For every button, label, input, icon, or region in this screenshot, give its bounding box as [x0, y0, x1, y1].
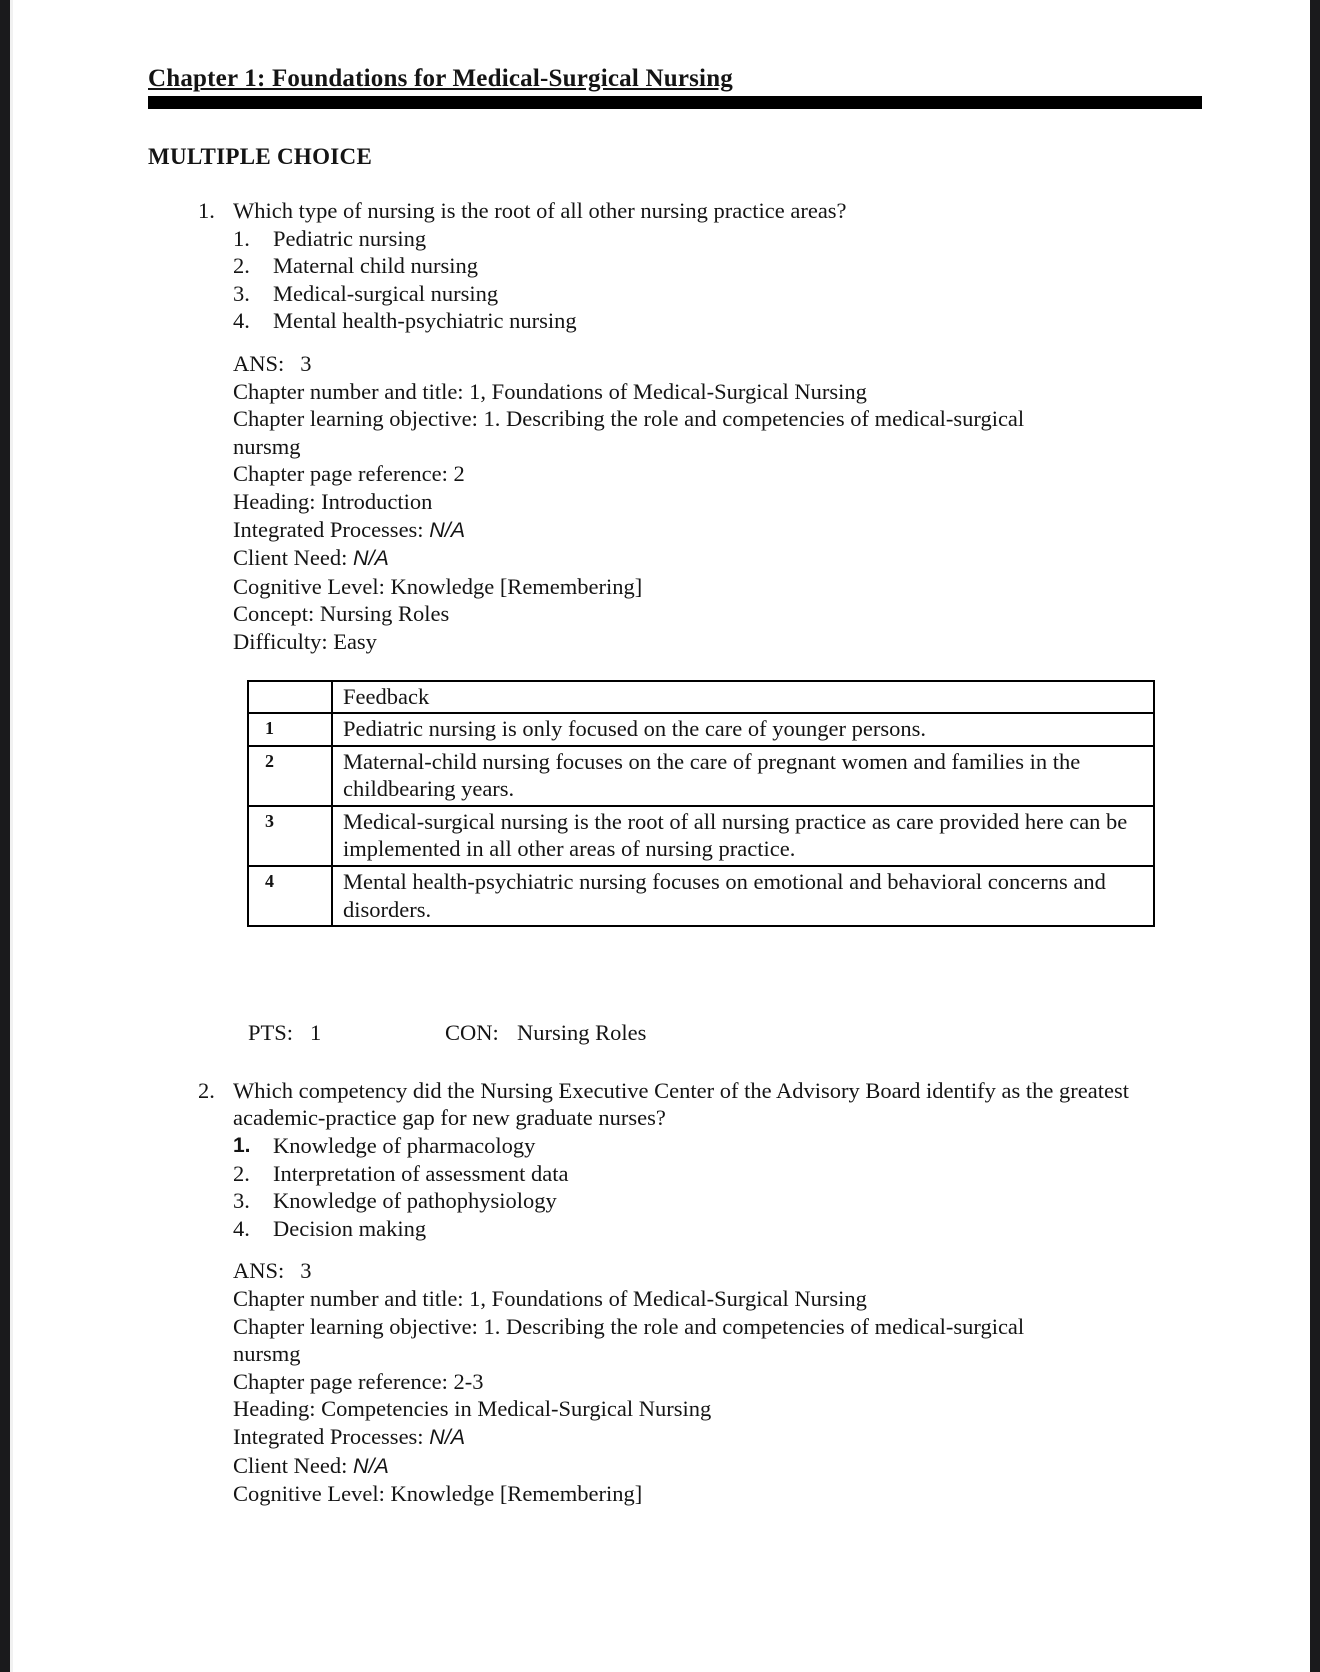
- q1-meta-na-value: N/A: [352, 546, 389, 571]
- feedback-header-row: [248, 681, 1154, 714]
- q2-option-3-text: Knowledge of pathophysiology: [273, 1188, 557, 1214]
- q1-meta-text: Difficulty: Easy: [233, 628, 377, 654]
- q1-option-3-number: 3.: [233, 280, 250, 306]
- feedback-row-number: 1: [248, 713, 332, 746]
- q1-meta-line: [233, 405, 1200, 433]
- q1-option-4-text: Mental health-psychiatric nursing: [273, 308, 577, 334]
- q2-meta-line: [233, 1285, 1200, 1313]
- q1-feedback-table: [247, 680, 1155, 928]
- table-row: [248, 806, 1154, 866]
- scan-edge-right: [1310, 0, 1320, 1672]
- q1-meta-text: nursmg: [233, 433, 301, 459]
- q1-meta-line: [233, 460, 1200, 488]
- q1-meta-line: [233, 488, 1200, 516]
- q2-meta-na-value: N/A: [352, 1453, 389, 1478]
- scan-edge-left: [0, 0, 10, 1672]
- q2-meta-text: Chapter page reference: 2-3: [233, 1368, 484, 1394]
- q2-option-4-text: Decision making: [273, 1215, 427, 1241]
- table-row: [248, 746, 1154, 806]
- q2-answer-label: ANS:: [233, 1258, 285, 1284]
- q1-meta-text: Heading: Introduction: [233, 488, 433, 514]
- question-2: [148, 1077, 1200, 1508]
- q1-option-1-text: Pediatric nursing: [273, 225, 427, 251]
- q2-meta-text: nursmg: [233, 1341, 301, 1367]
- feedback-row-number: 2: [248, 746, 332, 806]
- q2-option-4-number: 4.: [233, 1215, 250, 1241]
- q2-meta-text: Heading: Competencies in Medical-Surgical Nursing: [233, 1396, 712, 1422]
- q2-meta-line: [233, 1368, 1200, 1396]
- q1-meta-text: Cognitive Level: Knowledge [Remembering]: [233, 573, 643, 599]
- q1-option-1-number: 1.: [233, 225, 250, 251]
- q2-meta-text: Client Need:: [233, 1452, 353, 1478]
- feedback-row-text: Maternal-child nursing focuses on the care of pregnant women and families in the childbearing years.: [332, 746, 1154, 806]
- q2-option-3-number: 3.: [233, 1188, 250, 1214]
- q2-meta-na-value: N/A: [429, 1424, 466, 1449]
- feedback-header-cell: Feedback: [332, 681, 1154, 714]
- feedback-row-text: Pediatric nursing is only focused on the care of younger persons.: [332, 713, 1154, 746]
- q1-answer-label: ANS:: [233, 350, 285, 376]
- pts-value: 1: [310, 1020, 322, 1046]
- chapter-title: Chapter 1: Foundations for Medical-Surgical Nursing: [148, 65, 733, 92]
- table-row: [248, 866, 1154, 926]
- q1-answer-value: 3: [300, 350, 312, 376]
- q1-meta-line: [233, 516, 1200, 545]
- q2-option-1-number: 1.: [233, 1134, 251, 1158]
- feedback-row-text: Medical-surgical nursing is the root of all nursing practice as care provided here can be implemented in all other areas of nursing practice.: [332, 806, 1154, 866]
- q1-option-2-number: 2.: [233, 253, 250, 279]
- q1-meta-text: Chapter page reference: 2: [233, 461, 465, 487]
- q1-points-row: [248, 1019, 1200, 1047]
- q2-meta-line: [233, 1423, 1200, 1452]
- q2-answer-block: [233, 1257, 1200, 1507]
- question-2-text: Which competency did the Nursing Executive Center of the Advisory Board identify as the greatest academic-practice gap for new graduate nurses?: [233, 1077, 1129, 1131]
- feedback-row-text: Mental health-psychiatric nursing focuses on emotional and behavioral concerns and disorders.: [332, 866, 1154, 926]
- q2-meta-text: Cognitive Level: Knowledge [Remembering]: [233, 1481, 643, 1507]
- q1-meta-line: [233, 628, 1200, 656]
- q2-option-2-number: 2.: [233, 1160, 250, 1186]
- q1-meta-text: Integrated Processes:: [233, 516, 430, 542]
- q1-meta-line: [233, 433, 1200, 461]
- q2-meta-text: Chapter number and title: 1, Foundations of Medical-Surgical Nursing: [233, 1286, 867, 1311]
- con-value: Nursing Roles: [517, 1020, 647, 1046]
- q2-option-2-text: Interpretation of assessment data: [273, 1160, 569, 1186]
- feedback-header-blank-cell: [248, 681, 332, 714]
- q1-option-2-text: Maternal child nursing: [273, 253, 478, 279]
- q1-meta-line: [233, 600, 1200, 628]
- q1-meta-text: Chapter number and title: 1, Foundations of Medical-Surgical Nursing: [233, 378, 867, 404]
- q1-meta-text: Chapter learning objective: 1. Describing the role and competencies of medical-surgical: [233, 406, 1025, 432]
- q1-option-4-number: 4.: [233, 308, 250, 334]
- con-label: CON:: [445, 1020, 499, 1046]
- q2-meta-line: [233, 1480, 1200, 1508]
- q1-meta-na-value: N/A: [429, 517, 466, 542]
- q2-answer-value: 3: [300, 1258, 312, 1284]
- table-row: [248, 713, 1154, 746]
- section-heading: MULTIPLE CHOICE: [148, 144, 373, 169]
- question-1-text: Which type of nursing is the root of all other nursing practice areas?: [233, 198, 847, 223]
- q2-option-1-text: Knowledge of pharmacology: [273, 1133, 536, 1159]
- q2-meta-text: Integrated Processes:: [233, 1423, 430, 1449]
- q1-meta-text: Concept: Nursing Roles: [233, 601, 450, 627]
- q2-meta-line: [233, 1340, 1200, 1368]
- feedback-row-number: 4: [248, 866, 332, 926]
- title-underline-bar: [148, 96, 1202, 109]
- q1-answer-block: [233, 350, 1200, 656]
- q2-meta-line: [233, 1395, 1200, 1423]
- q1-meta-line: [233, 378, 1200, 406]
- question-1-number: 1.: [198, 198, 215, 223]
- q2-meta-text: Chapter learning objective: 1. Describing the role and competencies of medical-surgical: [233, 1313, 1025, 1339]
- q1-meta-text: Client Need:: [233, 545, 353, 571]
- question-2-number: 2.: [198, 1077, 215, 1103]
- question-1: [148, 197, 1200, 1047]
- q2-meta-line: [233, 1452, 1200, 1481]
- q1-meta-line: [233, 573, 1200, 601]
- q1-option-3-text: Medical-surgical nursing: [273, 280, 499, 306]
- feedback-row-number: 3: [248, 806, 332, 866]
- q2-meta-line: [233, 1313, 1200, 1341]
- q1-meta-line: [233, 544, 1200, 573]
- pts-label: PTS:: [248, 1020, 294, 1046]
